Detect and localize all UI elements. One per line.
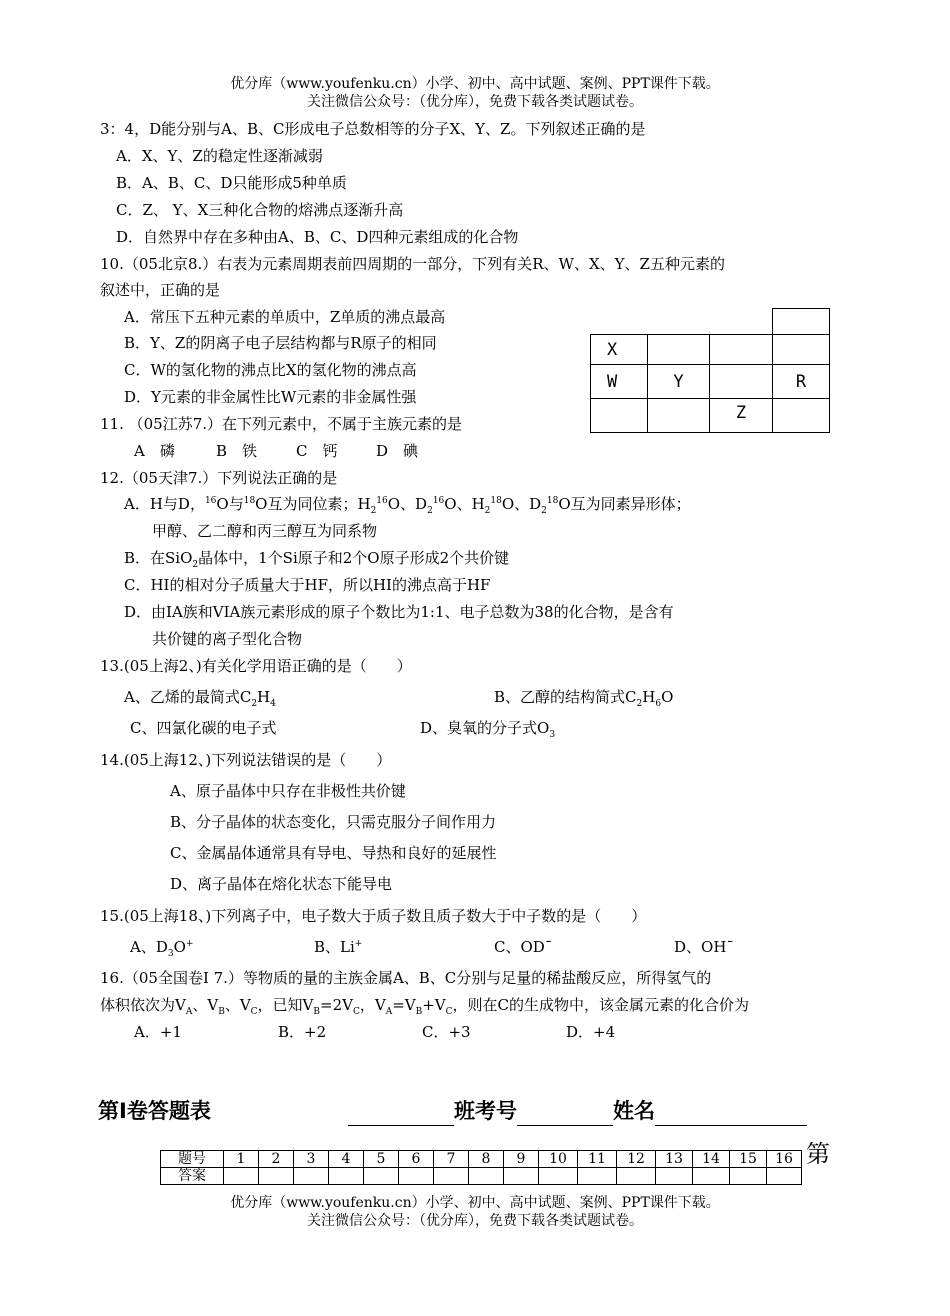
q-number: 3 (294, 1151, 329, 1168)
page-char: 第 (806, 1140, 830, 1168)
q12-option-c: C．HI的相对分子质量大于HF，所以HI的沸点高于HF (124, 576, 491, 594)
answer-fill-line (348, 1098, 807, 1126)
table-cell-empty (647, 334, 710, 365)
q10-option-a: A．常压下五种元素的单质中，Z单质的沸点最高 (124, 308, 446, 326)
q-number: 2 (259, 1151, 294, 1168)
q10-stem-line2: 叙述中，正确的是 (100, 281, 221, 299)
answer-cell[interactable] (730, 1168, 767, 1185)
q15-option-d: D、OH¯ (674, 938, 734, 956)
header-line-2: 关注微信公众号：（优分库），免费下载各类试题试卷。 (307, 94, 643, 110)
q-number: 14 (693, 1151, 730, 1168)
table-cell-empty (772, 334, 830, 365)
q16-option-c: C．+3 (422, 1023, 471, 1041)
q12-option-d-line2: 共价键的离子型化合物 (152, 630, 303, 648)
q10-stem-line1: 10.（05北京8.）右表为元素周期表前四周期的一部分，下列有关R、W、X、Y、Z五种元素的 (100, 255, 725, 273)
q16-stem-line1: 16.（05全国卷Ⅰ 7.）等物质的量的主族金属A、B、C分别与足量的稀盐酸反应，所得氢气的 (100, 969, 712, 987)
q9-option-b: B．A、B、C、D只能形成5种单质 (116, 174, 347, 192)
q9-option-a: A．X、Y、Z的稳定性逐渐减弱 (116, 147, 323, 165)
table-cell-empty (647, 398, 710, 433)
footer-line-2: 关注微信公众号：（优分库），免费下载各类试题试卷。 (307, 1213, 643, 1229)
row-label-number: 题号 (161, 1151, 224, 1168)
footer-line-1: 优分库（www.youfenku.cn）小学、初中、高中试题、案例、PPT课件下载。 (230, 1195, 720, 1211)
answer-grid (160, 1150, 802, 1185)
q-number: 15 (730, 1151, 767, 1168)
name-label: 姓名 (613, 1099, 655, 1123)
answer-cell[interactable] (578, 1168, 617, 1185)
table-cell-w: W (590, 364, 648, 399)
q11-option-c: C 钙 (296, 442, 338, 460)
table-cell-empty (709, 364, 773, 399)
answer-cell[interactable] (767, 1168, 802, 1185)
q-number: 16 (767, 1151, 802, 1168)
q9-stem: 3：4，D能分别与A、B、C形成电子总数相等的分子X、Y、Z。下列叙述正确的是 (100, 120, 646, 138)
q-number: 8 (469, 1151, 504, 1168)
q11-option-b: B 铁 (216, 442, 258, 460)
q10-option-d: D．Y元素的非金属性比W元素的非金属性强 (124, 388, 417, 406)
q13-option-b: B、乙醇的结构简式$C_2H_6O$ (494, 688, 674, 709)
answer-section-title: 第Ⅰ卷答题表 (98, 1099, 211, 1123)
q10-option-c: C．W的氢化物的沸点比X的氢化物的沸点高 (124, 361, 417, 379)
q13-stem: 13.(05上海2、)有关化学用语正确的是（ ） (100, 657, 412, 675)
q11-option-d: D 碘 (376, 442, 419, 460)
answer-cell[interactable] (259, 1168, 294, 1185)
q16-stem-line2: 体积依次为$V_A$、$V_B$、$V_C$，已知$V_B=2V_C$，$V_A=V_B+V_C$，则在C的生成物中，该金属元素的化合价为 (100, 996, 750, 1017)
q14-option-a: A、原子晶体中只存在非极性共价键 (170, 782, 406, 800)
q12-stem: 12.（05天津7.）下列说法正确的是 (100, 469, 338, 487)
q12-option-a-line2: 甲醇、乙二醇和丙三醇互为同系物 (152, 522, 378, 540)
table-cell-z: Z (709, 398, 773, 433)
q-number: 12 (617, 1151, 656, 1168)
q-number: 13 (656, 1151, 693, 1168)
q11-option-a: A 磷 (134, 442, 175, 460)
q11-stem: 11. （05江苏7.）在下列元素中，不属于主族元素的是 (100, 415, 463, 433)
q-number: 6 (399, 1151, 434, 1168)
table-cell-empty (709, 334, 773, 365)
q10-option-b: B．Y、Z的阴离子电子层结构都与R原子的相同 (124, 334, 437, 352)
table-cell-top-right (772, 308, 830, 335)
answer-cell[interactable] (504, 1168, 539, 1185)
header-line-1: 优分库（www.youfenku.cn）小学、初中、高中试题、案例、PPT课件下载。 (230, 76, 720, 92)
answer-cell[interactable] (539, 1168, 578, 1185)
q-number: 7 (434, 1151, 469, 1168)
answer-cell[interactable] (617, 1168, 656, 1185)
answer-grid-row-numbers (161, 1151, 802, 1168)
q9-option-d: D．自然界中存在多种由A、B、C、D四种元素组成的化合物 (116, 228, 519, 246)
q14-option-c: C、金属晶体通常具有导电、导热和良好的延展性 (170, 844, 497, 862)
q16-option-a: A．+1 (134, 1023, 182, 1041)
table-cell-x: X (590, 334, 648, 365)
class-number-blank (517, 1103, 613, 1126)
q12-option-d-line1: D．由IA族和VIA族元素形成的原子个数比为1:1、电子总数为38的化合物，是含有 (124, 603, 674, 621)
row-label-answer: 答案 (161, 1168, 224, 1185)
table-cell-y: Y (647, 364, 710, 399)
answer-cell[interactable] (294, 1168, 329, 1185)
answer-cell[interactable] (224, 1168, 259, 1185)
answer-cell[interactable] (693, 1168, 730, 1185)
q13-option-d: D、臭氧的分子式$O_3$ (420, 719, 556, 740)
class-label: 班考号 (454, 1099, 517, 1123)
q-number: 11 (578, 1151, 617, 1168)
q14-stem: 14.(05上海12、)下列说法错误的是（ ） (100, 751, 392, 769)
q14-option-b: B、分子晶体的状态变化，只需克服分子间作用力 (170, 813, 497, 831)
q-number: 1 (224, 1151, 259, 1168)
q12-option-a-line1: A．H与D，$^{16}$O与$^{18}$O互为同位素；$H_2^{16}O$、$D_2^{16}O$、$H_2^{18}O$、$D_2^{18}O$互为同素异形体； (124, 495, 691, 516)
q-number: 10 (539, 1151, 578, 1168)
q16-option-d: D．+4 (566, 1023, 616, 1041)
table-cell-empty (590, 398, 648, 433)
q13-option-a: A、乙烯的最简式$C_2H_4$ (124, 688, 276, 709)
q15-stem: 15.(05上海18、)下列离子中，电子数大于质子数且质子数大于中子数的是（ ） (100, 907, 647, 925)
q15-option-a: A、$D_3O^+$ (130, 938, 194, 959)
q12-option-b: B．在SiO$_2$晶体中，1个Si原子和2个O原子形成2个共价键 (124, 549, 510, 570)
answer-cell[interactable] (469, 1168, 504, 1185)
q15-option-b: B、Li+ (314, 938, 363, 956)
answer-cell[interactable] (434, 1168, 469, 1185)
q-number: 4 (329, 1151, 364, 1168)
q-number: 5 (364, 1151, 399, 1168)
q15-option-c: C、OD¯ (494, 938, 553, 956)
answer-cell[interactable] (329, 1168, 364, 1185)
q13-option-c: C、四氯化碳的电子式 (130, 719, 277, 737)
q9-option-c: C．Z、 Y、X三种化合物的熔沸点逐渐升高 (116, 201, 404, 219)
answer-cell[interactable] (656, 1168, 693, 1185)
answer-cell[interactable] (364, 1168, 399, 1185)
class-blank (348, 1103, 454, 1126)
answer-cell[interactable] (399, 1168, 434, 1185)
q-number: 9 (504, 1151, 539, 1168)
answer-grid-row-answers (161, 1168, 802, 1185)
name-blank (655, 1103, 807, 1126)
q14-option-d: D、离子晶体在熔化状态下能导电 (170, 875, 393, 893)
table-cell-empty (772, 398, 830, 433)
table-cell-r: R (772, 364, 830, 399)
q16-option-b: B．+2 (278, 1023, 327, 1041)
